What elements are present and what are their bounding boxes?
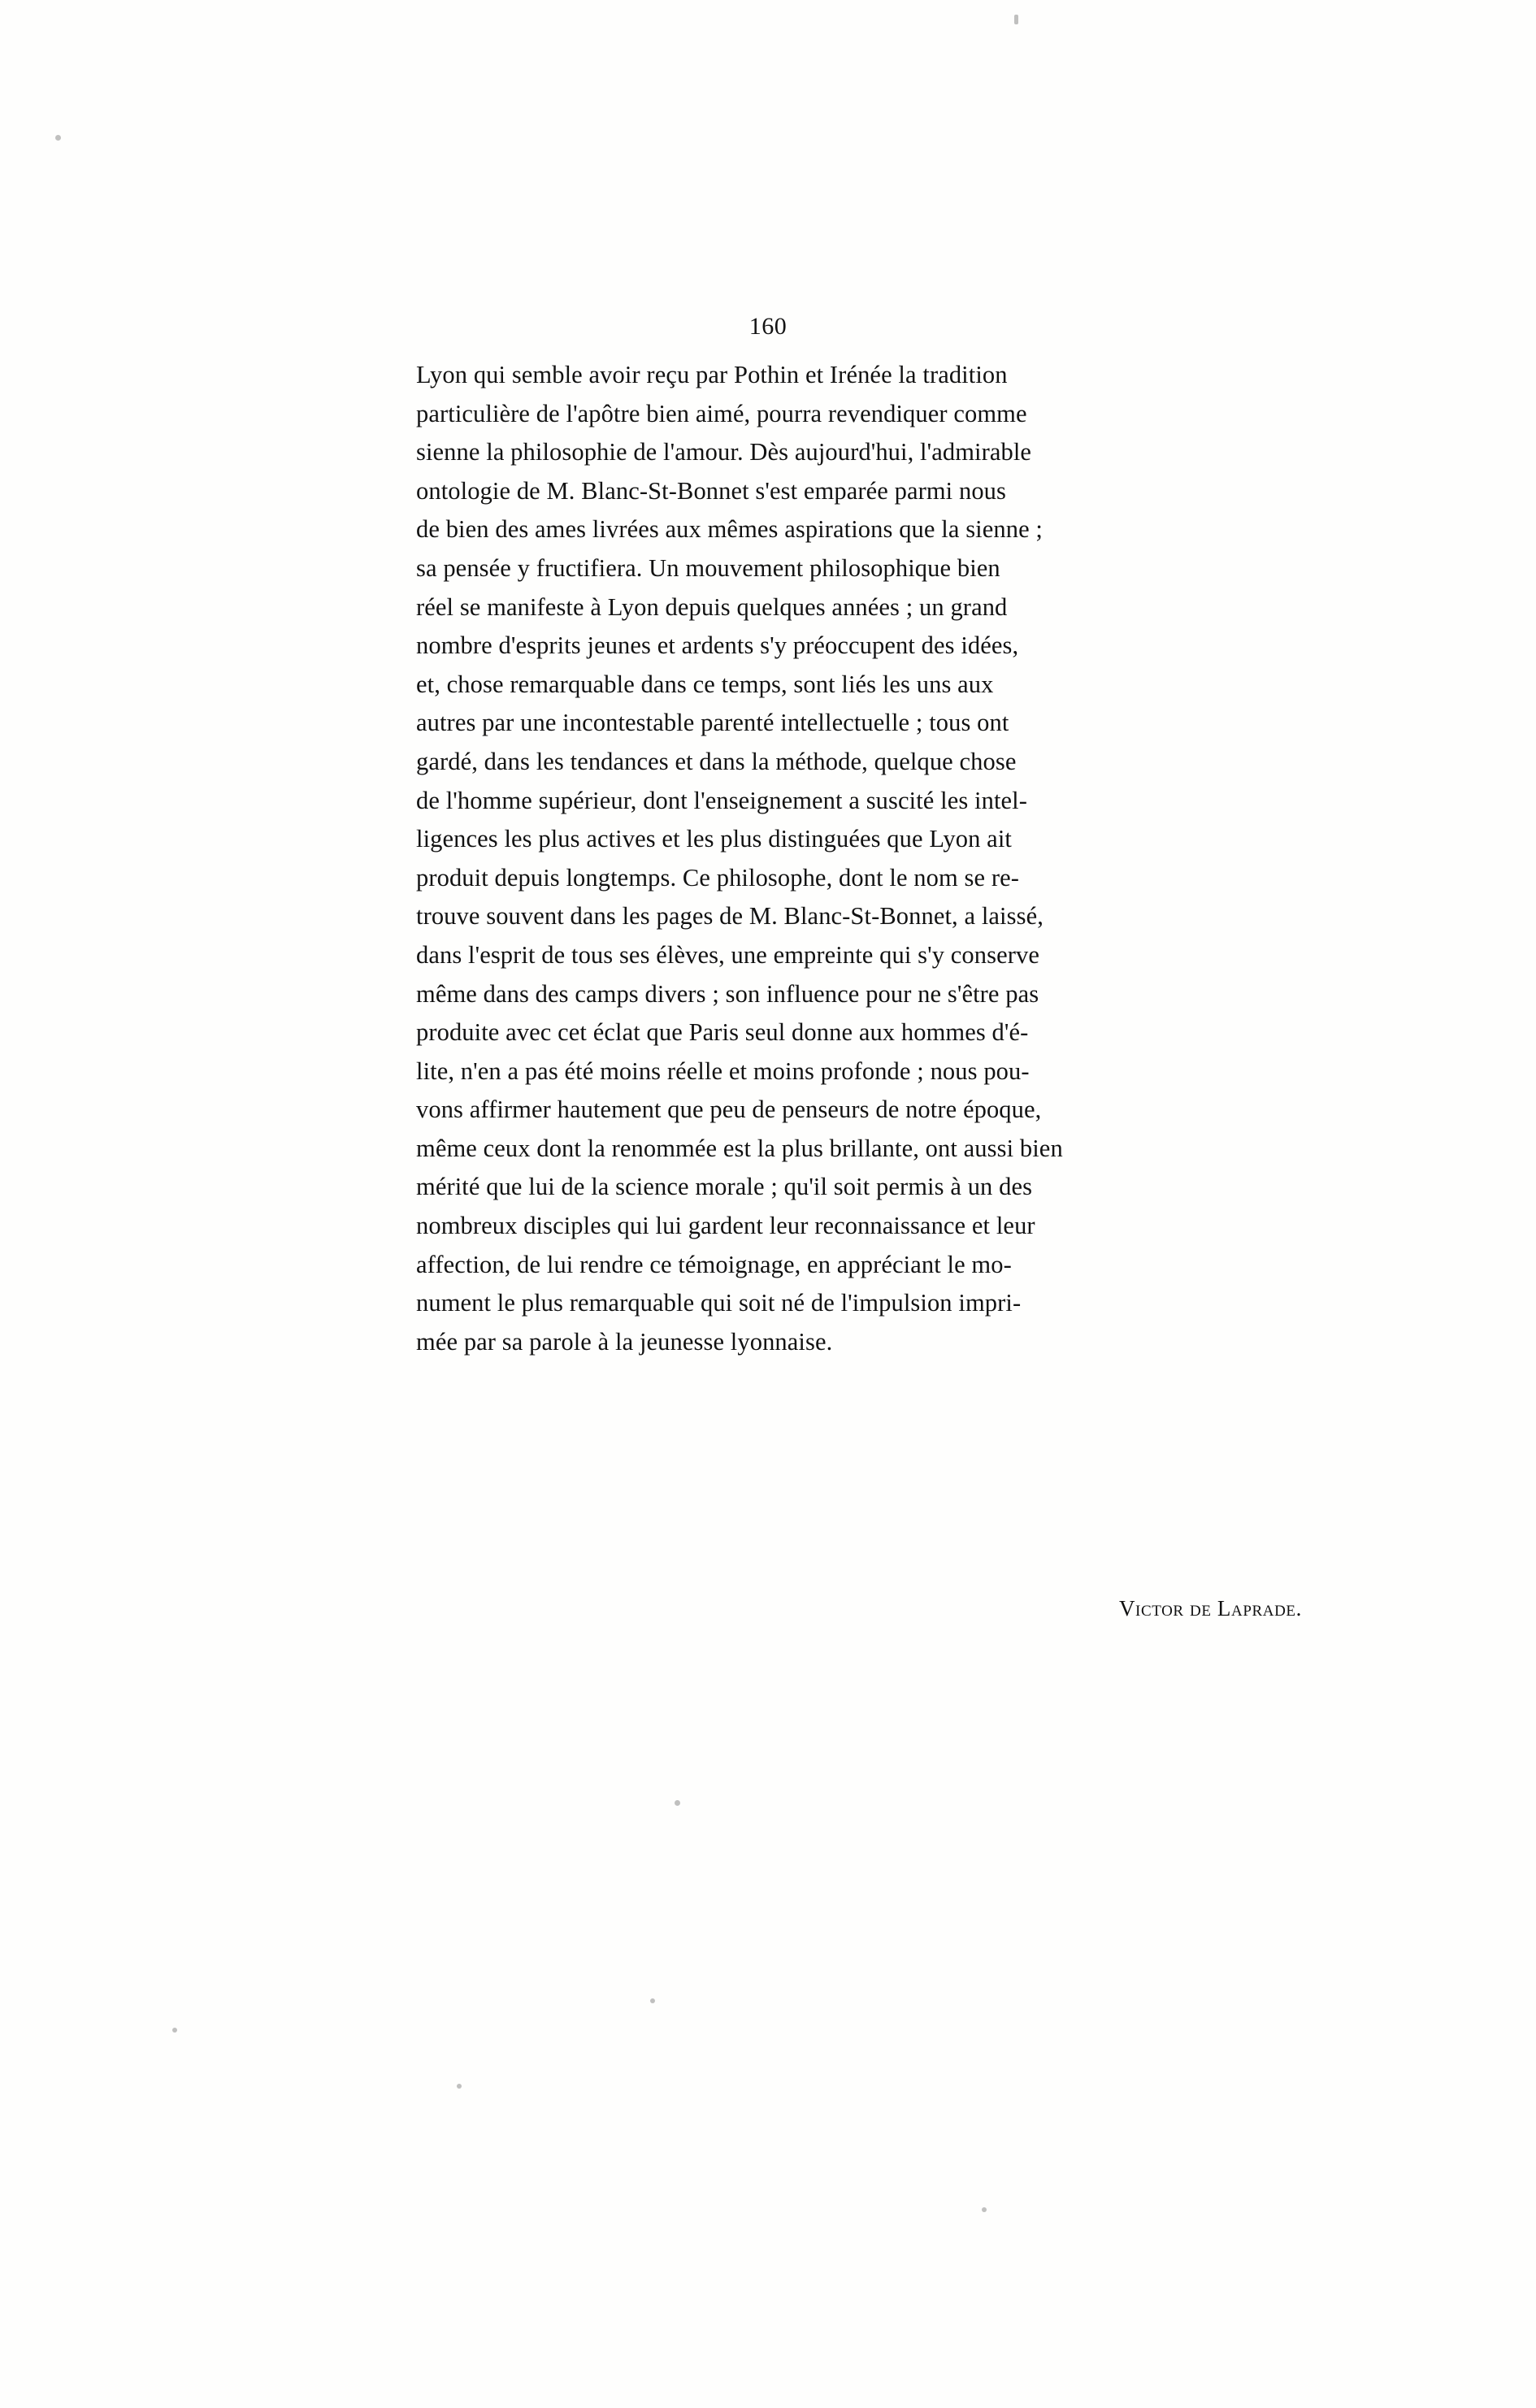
text-line: nument le plus remarquable qui soit né de l'impulsion impri- — [416, 1289, 1022, 1317]
scan-speck — [55, 135, 61, 141]
page-number: 160 — [748, 313, 788, 340]
text-line: de l'homme supérieur, dont l'enseignement a suscité les intel- — [416, 786, 1028, 814]
text-line: même ceux dont la renommée est la plus brillante, ont aussi bien — [416, 1134, 1063, 1162]
text-line: sienne la philosophie de l'amour. Dès aujourd'hui, l'admirable — [416, 438, 1032, 466]
scan-speck — [675, 1800, 680, 1806]
text-line: lite, n'en a pas été moins réelle et moins profonde ; nous pou- — [416, 1056, 1030, 1085]
text-line: même dans des camps divers ; son influence pour ne s'être pas — [416, 979, 1039, 1008]
text-line: nombreux disciples qui lui gardent leur reconnaissance et leur — [416, 1212, 1035, 1240]
text-line: particulière de l'apôtre bien aimé, pourra revendiquer comme — [416, 399, 1027, 427]
text-line: trouve souvent dans les pages de M. Blanc-St-Bonnet, a laissé, — [416, 902, 1044, 931]
text-line: produite avec cet éclat que Paris seul donne aux hommes d'é- — [416, 1018, 1029, 1047]
text-line: ontologie de M. Blanc-St-Bonnet s'est emparée parmi nous — [416, 476, 1006, 505]
text-line: Lyon qui semble avoir reçu par Pothin et Irénée la tradition — [416, 361, 1008, 388]
text-line: réel se manifeste à Lyon depuis quelques années ; un grand — [416, 592, 1008, 621]
text-line: vons affirmer hautement que peu de penseurs de notre époque, — [416, 1096, 1042, 1124]
author-signature-text: Victor de Laprade. — [1118, 1596, 1302, 1621]
text-line: ligences les plus actives et les plus distinguées que Lyon ait — [416, 825, 1012, 853]
text-line: gardé, dans les tendances et dans la méthode, quelque chose — [416, 747, 1017, 775]
text-line: affection, de lui rendre ce témoignage, en appréciant le mo- — [416, 1250, 1012, 1278]
text-line: et, chose remarquable dans ce temps, sont liés les uns aux — [416, 670, 994, 698]
scan-speck — [172, 2028, 177, 2033]
scan-speck — [650, 1998, 655, 2003]
text-line: de bien des ames livrées aux mêmes aspirations que la sienne ; — [416, 515, 1044, 544]
text-line: mérité que lui de la science morale ; qu'il soit permis à un des — [416, 1173, 1033, 1201]
text-line: nombre d'esprits jeunes et ardents s'y préoccupent des idées, — [416, 631, 1019, 660]
scan-speck — [982, 2207, 987, 2212]
text-line: mée par sa parole à la jeunesse lyonnaise. — [416, 1327, 833, 1356]
text-line: dans l'esprit de tous ses élèves, une empreinte qui s'y conserve — [416, 940, 1039, 969]
body-text — [416, 356, 1302, 1361]
text-line: autres par une incontestable parenté intellectuelle ; tous ont — [416, 709, 1009, 737]
text-line: produit depuis longtemps. Ce philosophe, dont le nom se re- — [416, 863, 1020, 892]
scan-speck — [457, 2084, 462, 2089]
scan-speck — [1014, 15, 1018, 24]
author-signature — [416, 1596, 1302, 1621]
text-line: sa pensée y fructifiera. Un mouvement philosophique bien — [416, 553, 1000, 582]
